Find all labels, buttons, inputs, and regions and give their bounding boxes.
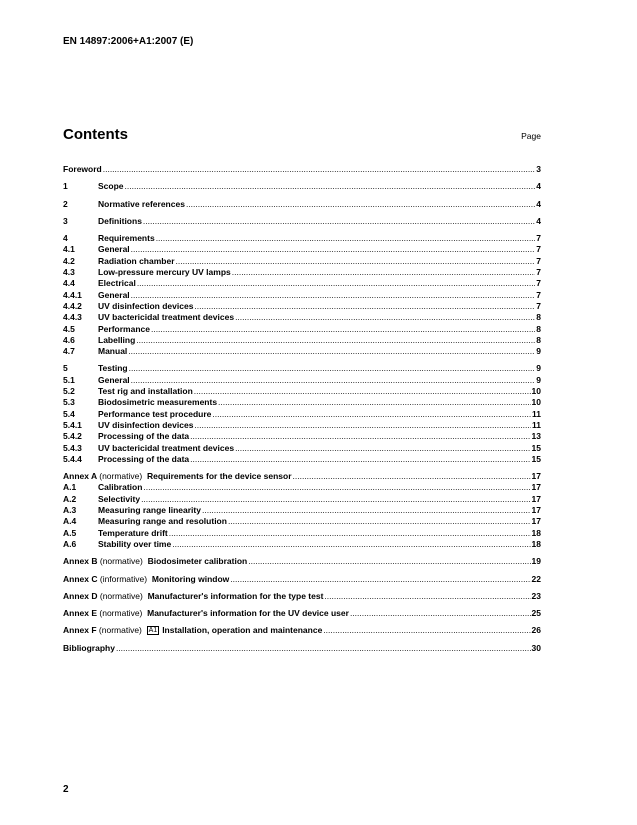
toc-entry[interactable]: [63, 301, 541, 312]
toc-entry-title: Performance: [98, 323, 150, 334]
dot-leader: [128, 346, 535, 357]
dot-leader: [212, 409, 531, 420]
toc-entry[interactable]: [63, 625, 541, 636]
toc-entry-page: 17: [531, 471, 541, 482]
toc-entry[interactable]: [63, 244, 541, 255]
toc-entry-title: Processing of the data: [98, 431, 190, 442]
toc-entry-title: Test rig and installation: [98, 386, 193, 397]
dot-leader: [172, 539, 530, 550]
toc-entry-page: 18: [531, 527, 541, 538]
toc-entry-page: 10: [531, 397, 541, 408]
dot-leader: [151, 324, 535, 335]
page-column-label: Page: [521, 131, 541, 141]
dot-leader: [218, 397, 530, 408]
dot-leader: [129, 363, 536, 374]
toc-entry-title: Requirements: [98, 233, 155, 244]
toc-entry[interactable]: [63, 528, 541, 539]
toc-entry-title: Definitions: [98, 215, 142, 226]
toc-entry[interactable]: [63, 397, 541, 408]
toc-entry-title: UV disinfection devices: [98, 419, 194, 430]
dot-leader: [235, 443, 530, 454]
toc-entry-title: UV bactericidal treatment devices: [98, 442, 235, 453]
dot-leader: [194, 301, 535, 312]
dot-leader: [103, 164, 536, 175]
toc-entry[interactable]: [63, 556, 541, 567]
toc-entry-page: 25: [531, 608, 541, 619]
amendment-marker-icon: A1: [148, 627, 158, 635]
toc-entry-page: 18: [531, 538, 541, 549]
toc-entry-number: 4.4: [63, 278, 75, 289]
toc-entry-page: 3: [536, 164, 541, 174]
dot-leader: [131, 244, 536, 255]
toc-entry-page: 11: [532, 419, 541, 430]
dot-leader: [248, 556, 530, 567]
dot-leader: [323, 625, 530, 636]
toc-entry-title: [63, 471, 292, 482]
toc-annex-title: Manufacturer's information for the UV device user: [147, 608, 349, 619]
toc-entry-title: Performance test procedure: [98, 408, 212, 419]
dot-leader: [186, 199, 535, 210]
toc-entry-page: 8: [536, 334, 541, 345]
toc-entry[interactable]: [63, 409, 541, 420]
dot-leader: [228, 516, 531, 527]
toc-entry-page: 26: [531, 625, 541, 636]
toc-entry[interactable]: [63, 267, 541, 278]
toc-entry-number: 5.4.1: [63, 419, 82, 430]
toc-entry-number: 4.1: [63, 244, 75, 255]
toc-entry[interactable]: [63, 574, 541, 585]
toc-entry-number: 4.6: [63, 334, 75, 345]
toc-entry[interactable]: [63, 324, 541, 335]
toc-entry-title: Foreword: [63, 164, 102, 174]
toc-entry-number: 4.3: [63, 267, 75, 278]
toc-entry-title: [63, 556, 247, 567]
toc-entry-page: 7: [536, 255, 541, 266]
dot-leader: [350, 608, 531, 619]
toc-annex-status: (normative): [99, 471, 143, 482]
dot-leader: [169, 528, 531, 539]
toc-annex-status: (normative): [99, 590, 143, 601]
toc-entry[interactable]: [63, 181, 541, 192]
toc-entry-page: 13: [531, 431, 541, 442]
dot-leader: [156, 233, 536, 244]
toc-entry-title: General: [98, 289, 130, 300]
page-number: 2: [63, 784, 69, 795]
toc-entry[interactable]: [63, 420, 541, 431]
dot-leader: [324, 591, 530, 602]
toc-entry[interactable]: [63, 335, 541, 346]
toc-entry-page: 7: [536, 278, 541, 289]
toc-entry-number: 4: [63, 233, 68, 244]
toc-entry-title: [63, 625, 322, 636]
toc-entry-title: Scope: [98, 181, 124, 192]
toc-entry-number: A.2: [63, 493, 77, 504]
dot-leader: [190, 454, 530, 465]
toc-entry-number: 5.3: [63, 397, 75, 408]
toc-entry-number: 5: [63, 363, 68, 374]
toc-annex-title: Biodosimeter calibration: [147, 556, 248, 567]
toc-entry[interactable]: [63, 643, 541, 654]
toc-entry[interactable]: [63, 312, 541, 323]
toc-annex-label: Annex F: [63, 625, 97, 636]
toc-entry-title: Measuring range linearity: [98, 505, 201, 516]
dot-leader: [202, 505, 531, 516]
toc-entry-number: 4.7: [63, 346, 75, 357]
toc-entry[interactable]: [63, 482, 541, 493]
toc-entry-page: 23: [531, 590, 541, 601]
toc-entry-title: Electrical: [98, 278, 136, 289]
dot-leader: [143, 482, 530, 493]
table-of-contents: [63, 164, 541, 654]
toc-entry-page: 4: [536, 198, 541, 209]
toc-entry-page: 8: [536, 312, 541, 323]
toc-entry[interactable]: [63, 233, 541, 244]
toc-entry-title: Low-pressure mercury UV lamps: [98, 267, 231, 278]
toc-entry-number: A.6: [63, 538, 77, 549]
toc-entry-page: 17: [531, 516, 541, 527]
toc-entry-page: 30: [531, 642, 541, 653]
toc-annex-label: Annex E: [63, 608, 98, 619]
toc-entry-title: Calibration: [98, 482, 143, 493]
toc-entry-title: [63, 608, 349, 619]
toc-entry-page: 10: [531, 386, 541, 397]
dot-leader: [136, 335, 535, 346]
toc-entry-page: 17: [531, 505, 541, 516]
toc-entry-title: Biodosimetric measurements: [98, 397, 218, 408]
toc-entry-title: Bibliography: [63, 642, 115, 653]
toc-entry-page: 4: [536, 181, 541, 192]
toc-entry-page: 22: [531, 573, 541, 584]
toc-entry[interactable]: [63, 431, 541, 442]
toc-entry-number: 4.2: [63, 255, 75, 266]
toc-entry[interactable]: [63, 454, 541, 465]
toc-entry-title: [63, 574, 229, 585]
toc-entry-number: 2: [63, 198, 68, 209]
dot-leader: [125, 181, 536, 192]
dot-leader: [232, 267, 536, 278]
toc-entry-page: 19: [531, 556, 541, 567]
dot-leader: [190, 431, 530, 442]
toc-entry-number: 4.4.1: [63, 289, 82, 300]
toc-entry-number: 5.4.3: [63, 442, 82, 453]
toc-entry-title: Labelling: [98, 334, 136, 345]
toc-entry-number: A.5: [63, 527, 77, 538]
toc-entry[interactable]: [63, 516, 541, 527]
toc-annex-status: (normative): [98, 625, 142, 636]
toc-entry-number: 3: [63, 215, 68, 226]
toc-entry[interactable]: [63, 591, 541, 602]
toc-entry-title: General: [98, 374, 130, 385]
toc-entry-number: 4.4.3: [63, 312, 82, 323]
toc-entry[interactable]: [63, 608, 541, 619]
toc-entry[interactable]: [63, 164, 541, 175]
toc-annex-status: (informative): [99, 573, 148, 584]
toc-entry-number: 5.2: [63, 386, 75, 397]
toc-entry-page: 7: [536, 267, 541, 278]
toc-entry[interactable]: [63, 363, 541, 374]
toc-entry-title: General: [98, 244, 130, 255]
toc-entry-title: Selectivity: [98, 493, 141, 504]
toc-entry-page: 15: [531, 442, 541, 453]
toc-entry-page: 11: [532, 408, 541, 419]
toc-entry-number: 5.4.4: [63, 453, 82, 464]
page-title: Contents: [63, 126, 128, 143]
toc-entry[interactable]: [63, 494, 541, 505]
toc-entry-number: 5.4: [63, 408, 75, 419]
toc-annex-title: Manufacturer's information for the type test: [147, 590, 324, 601]
toc-annex-label: Annex D: [63, 590, 98, 601]
toc-entry-title: Normative references: [98, 198, 185, 209]
toc-entry[interactable]: [63, 256, 541, 267]
toc-entry-page: 7: [536, 300, 541, 311]
toc-entry-title: UV disinfection devices: [98, 300, 194, 311]
toc-annex-label: Annex C: [63, 573, 98, 584]
toc-entry-page: 9: [536, 363, 541, 374]
toc-annex-status: (normative): [99, 608, 143, 619]
toc-entry[interactable]: [63, 471, 541, 482]
toc-entry-title: Temperature drift: [98, 527, 168, 538]
toc-entry[interactable]: [63, 505, 541, 516]
toc-entry-title: Processing of the data: [98, 453, 190, 464]
toc-entry-number: 4.5: [63, 323, 75, 334]
toc-entry-number: A.4: [63, 516, 77, 527]
dot-leader: [137, 278, 535, 289]
toc-entry-number: A.3: [63, 505, 77, 516]
toc-entry-page: 9: [536, 374, 541, 385]
toc-entry-title: Stability over time: [98, 538, 172, 549]
toc-annex-label: Annex A: [63, 471, 97, 482]
toc-entry-page: 15: [531, 453, 541, 464]
toc-entry[interactable]: [63, 346, 541, 357]
toc-entry-title: Measuring range and resolution: [98, 516, 227, 527]
dot-leader: [293, 471, 531, 482]
toc-entry[interactable]: [63, 278, 541, 289]
toc-entry[interactable]: [63, 290, 541, 301]
toc-entry-page: 7: [536, 289, 541, 300]
dot-leader: [116, 643, 531, 654]
toc-entry-page: 17: [531, 482, 541, 493]
toc-entry-page: 9: [536, 346, 541, 357]
toc-entry-number: 5.4.2: [63, 431, 82, 442]
toc-entry-title: UV bactericidal treatment devices: [98, 312, 235, 323]
toc-annex-label: Annex B: [63, 556, 98, 567]
toc-annex-title: Installation, operation and maintenance: [162, 625, 323, 636]
toc-entry[interactable]: [63, 386, 541, 397]
dot-leader: [176, 256, 536, 267]
toc-annex-status: (normative): [99, 556, 143, 567]
toc-entry-title: Testing: [98, 363, 128, 374]
toc-entry-number: A.1: [63, 482, 77, 493]
toc-entry-number: 4.4.2: [63, 300, 82, 311]
toc-entry-number: 5.1: [63, 374, 75, 385]
dot-leader: [194, 386, 531, 397]
toc-annex-title: Monitoring window: [151, 573, 230, 584]
dot-leader: [194, 420, 531, 431]
dot-leader: [141, 494, 530, 505]
dot-leader: [235, 312, 535, 323]
toc-entry-page: 7: [536, 244, 541, 255]
toc-entry-number: 1: [63, 181, 68, 192]
dot-leader: [230, 574, 530, 585]
toc-entry[interactable]: [63, 375, 541, 386]
toc-annex-title: Requirements for the device sensor: [146, 471, 292, 482]
dot-leader: [131, 375, 536, 386]
toc-entry-page: 17: [531, 493, 541, 504]
dot-leader: [131, 290, 536, 301]
toc-entry-title: Radiation chamber: [98, 255, 175, 266]
toc-entry[interactable]: [63, 443, 541, 454]
toc-entry-page: 4: [536, 215, 541, 226]
toc-entry[interactable]: [63, 539, 541, 550]
toc-entry-page: 8: [536, 323, 541, 334]
toc-entry[interactable]: [63, 216, 541, 227]
toc-entry[interactable]: [63, 199, 541, 210]
document-id: EN 14897:2006+A1:2007 (E): [63, 36, 194, 47]
toc-entry-title: [63, 591, 323, 602]
toc-entry-page: 7: [536, 233, 541, 244]
dot-leader: [143, 216, 535, 227]
toc-entry-title: Manual: [98, 346, 128, 357]
